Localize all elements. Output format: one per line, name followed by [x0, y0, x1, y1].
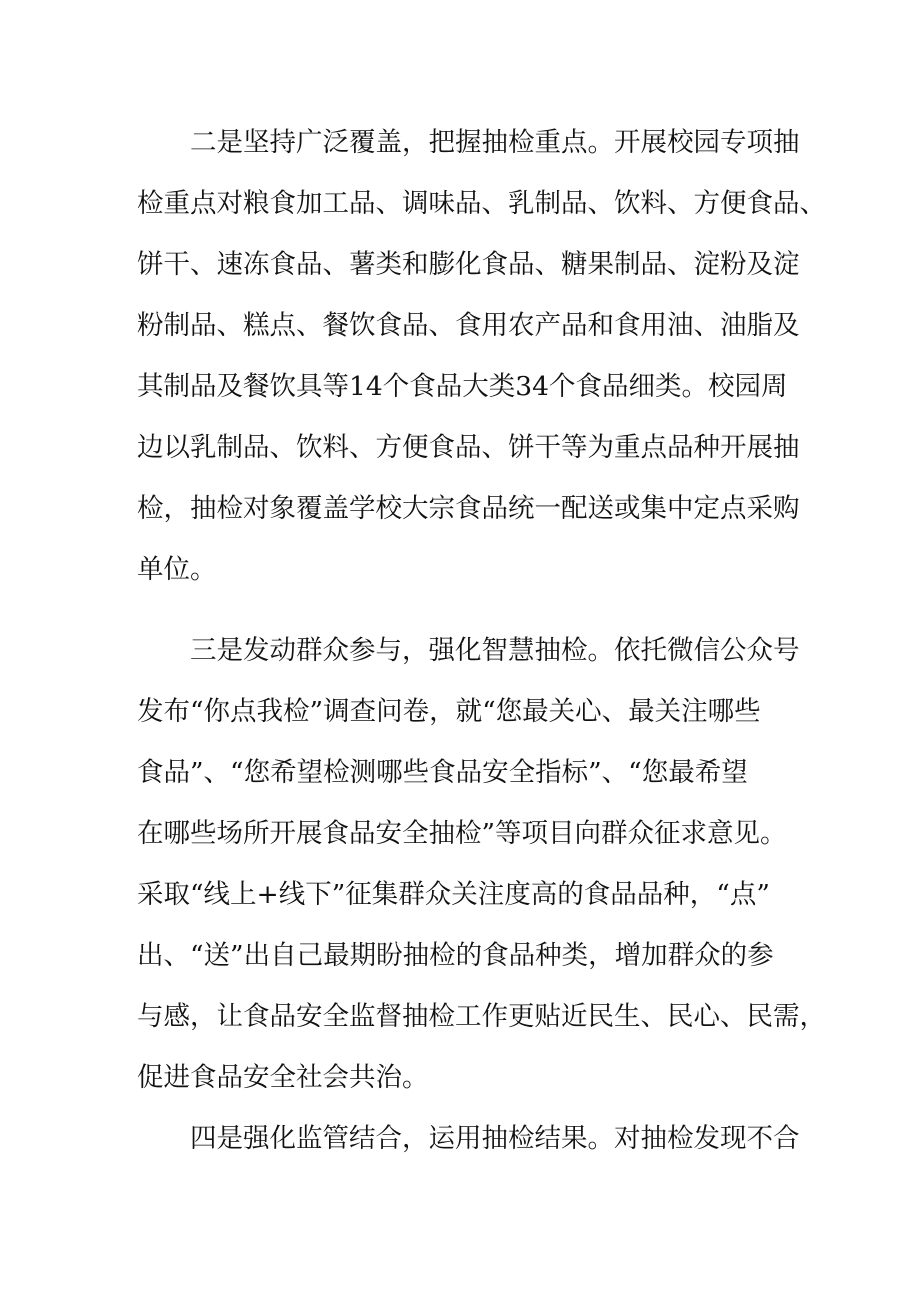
paragraph-1-line-2: 检重点对粮食加工品、调味品、乳制品、饮料、方便食品、 — [137, 188, 826, 219]
paragraph-1-line-7: 检，抽检对象覆盖学校大宗食品统一配送或集中定点采购 — [137, 493, 800, 524]
paragraph-1-line-1: 二是坚持广泛覆盖，把握抽检重点。开展校园专项抽 — [190, 127, 800, 158]
paragraph-2-line-2: 发布“你点我检”调查问卷，就“您最关心、最关注哪些 — [137, 696, 761, 727]
paragraph-2-line-1: 三是发动群众参与，强化智慧抽检。依托微信公众号 — [190, 635, 800, 666]
paragraph-3-line-1: 四是强化监管结合，运用抽检结果。对抽检发现不合 — [190, 1123, 800, 1154]
paragraph-2-line-3: 食品”、“您希望检测哪些食品安全指标”、“您最希望 — [137, 757, 748, 788]
paragraph-1-line-4: 粉制品、糕点、餐饮食品、食用农产品和食用油、油脂及 — [137, 310, 800, 341]
paragraph-2-line-5: 采取“线上+线下”征集群众关注度高的食品品种，“点” — [137, 879, 770, 910]
paragraph-1-line-8: 单位。 — [137, 554, 217, 585]
paragraph-2-line-4: 在哪些场所开展食品安全抽检”等项目向群众征求意见。 — [137, 818, 787, 849]
paragraph-2-line-8: 促进食品安全社会共治。 — [137, 1062, 429, 1093]
paragraph-2-line-6: 出、“送”出自己最期盼抽检的食品种类，增加群众的参 — [137, 940, 774, 971]
paragraph-1-line-5: 其制品及餐饮具等14个食品大类34个食品细类。校园周 — [137, 371, 788, 402]
paragraph-2-line-7: 与感，让食品安全监督抽检工作更贴近民生、民心、民需， — [137, 1001, 826, 1032]
paragraph-1-line-6: 边以乳制品、饮料、方便食品、饼干等为重点品种开展抽 — [137, 432, 800, 463]
paragraph-1-line-3: 饼干、速冻食品、薯类和膨化食品、糖果制品、淀粉及淀 — [137, 249, 800, 280]
